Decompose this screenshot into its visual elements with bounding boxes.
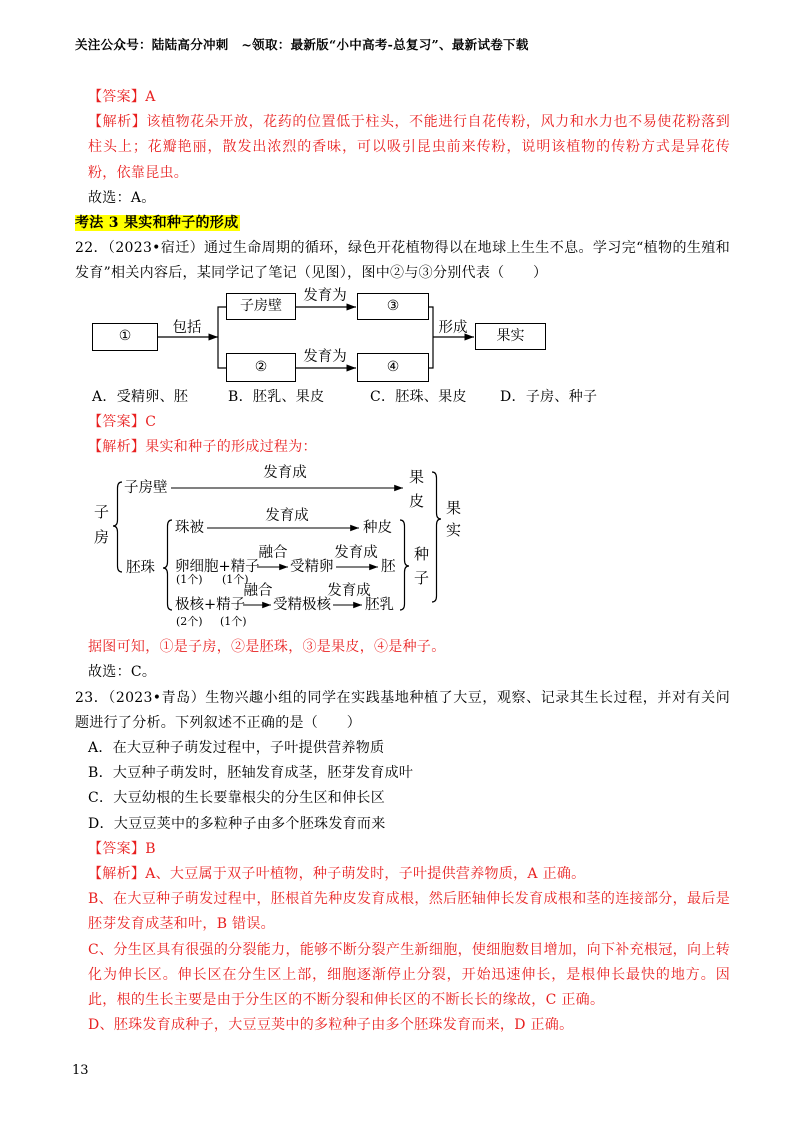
q23-analysis-d: D、胚珠发育成种子，大豆豆荚中的多粒种子由多个胚珠发育而来，D 正确。: [88, 1017, 574, 1034]
ovary-wall-label: 子房壁: [124, 480, 168, 497]
q22-choice: 故选：C。: [88, 664, 157, 681]
q23-analysis-b: B、在大豆种子萌发过程中，胚根首先种皮发育成根，然后胚轴伸长发育成根和茎的连接部分，最后是胚芽发育成茎和叶，B 错误。: [88, 891, 730, 933]
q22-analysis-intro: 【解析】果实和种子的形成过程为：: [88, 439, 317, 456]
seed-label: 种子: [412, 546, 430, 595]
zygote-label: 受精卵: [290, 559, 334, 576]
q21-choice: 故选：A。: [88, 189, 156, 206]
q22-option-d[interactable]: D．子房、种子: [500, 388, 598, 405]
polar-count-label: (2个): [176, 615, 203, 629]
includes-label: 包括: [172, 319, 202, 336]
fusion-1-label: 融合: [258, 545, 288, 562]
q23-option-c[interactable]: C．大豆幼根的生长要靠根尖的分生区和伸长区: [88, 790, 386, 807]
q22-option-b[interactable]: B．胚乳、果皮: [228, 388, 325, 405]
left-bracket: [218, 307, 226, 368]
node-2-box: ②: [226, 353, 296, 382]
fruit-brace: [432, 472, 441, 602]
q22-conclusion: 据图可知，①是子房，②是胚珠，③是果皮，④是种子。: [88, 639, 446, 656]
egg-count-label: (1个): [176, 573, 203, 587]
seed-coat-label: 种皮: [363, 520, 392, 537]
ovule-label: 胚珠: [126, 560, 155, 577]
form-label: 形成: [438, 319, 468, 336]
ovary-label: 子房: [92, 504, 110, 555]
node-1-box: ①: [92, 323, 158, 351]
node-3-box: ③: [357, 293, 429, 320]
q23-option-a[interactable]: A．在大豆种子萌发过程中，子叶提供营养物质: [88, 740, 385, 757]
q23-option-d[interactable]: D．大豆豆荚中的多粒种子由多个胚珠发育而来: [88, 815, 386, 832]
develop-label-bottom: 发育为: [303, 348, 347, 365]
q22-process-diagram: [75, 460, 730, 635]
integument-label: 珠被: [175, 520, 204, 537]
q22-options: [75, 385, 730, 410]
q23-answer: 【答案】B: [88, 840, 156, 857]
q21-answer: 【答案】A: [88, 89, 156, 105]
right-bracket: [429, 307, 433, 368]
q23-stem: 23．（2023•青岛）生物兴趣小组的同学在实践基地种植了大豆，观察、记录其生长过程，并对有关问题进行了分析。下列叙述不正确的是（ ）: [75, 689, 730, 731]
q22-stem: 22．（2023•宿迁）通过生命周期的循环，绿色开花植物得以在地球上生生不息。学习完“植物的生殖和发育”相关内容后，某同学记了笔记（见图），图中②与③分别代表（ ）: [75, 240, 730, 282]
fruit-box: 果实: [475, 323, 546, 350]
fruit-label: 果实: [444, 500, 462, 545]
zygote-arrow-label: 发育成: [334, 545, 378, 562]
polar-sperm-label: 极核+精子: [175, 597, 246, 614]
q22-option-a[interactable]: A．受精卵、胚: [92, 388, 189, 405]
seed-brace: [400, 520, 409, 610]
q21-analysis: 【解析】该植物花朵开放，花药的位置低于柱头，不能进行自花传粉，风力和水力也不易使花粉落到柱头上；花瓣艳丽，散发出浓烈的香味，可以吸引昆虫前来传粉，说明该植物的传粉方式是异花传粉，依靠昆虫。: [88, 114, 730, 181]
sperm-count-1-label: (1个): [222, 573, 249, 587]
egg-sperm-label: 卵细胞+精子: [175, 559, 260, 576]
node-4-box: ④: [357, 353, 429, 382]
q23-analysis-c: C、分生区具有很强的分裂能力，能够不断分裂产生新细胞，使细胞数目增加，向下补充根冠，向上转化为伸长区。伸长区在分生区上部，细胞逐渐停止分裂，开始迅速伸长，是根伸长最快的地方。因此，根的生长主要是由于分生区的不断分裂和伸长区的不断长长的缘故，C 正确。: [88, 941, 730, 1009]
ovary-brace: [113, 482, 122, 572]
integument-arrow-label: 发育成: [265, 508, 309, 525]
page-content: [75, 85, 730, 1038]
page-header: 关注公众号：陆陆高分冲刺 ~领取：最新版“小中高考-总复习”、最新试卷下载: [75, 37, 529, 52]
section-title: [75, 211, 730, 236]
page-number: 13: [72, 1063, 89, 1078]
q22-notes-diagram: [75, 287, 730, 385]
ovary-wall-box: 子房壁: [226, 293, 296, 320]
pericarp-label: 果皮: [407, 469, 425, 518]
section-title-text: 考法 3 果实和种子的形成: [75, 215, 239, 232]
endosperm-label: 胚乳: [365, 597, 394, 614]
q23-option-b[interactable]: B．大豆种子萌发时，胚轴发育成茎，胚芽发育成叶: [88, 765, 414, 782]
ovule-brace: [163, 520, 172, 610]
develop-label-top: 发育为: [303, 287, 347, 304]
ovary-wall-arrow-label: 发育成: [263, 465, 307, 482]
sperm-count-2-label: (1个): [220, 615, 247, 629]
q22-option-c[interactable]: C．胚珠、果皮: [370, 388, 467, 405]
q22-answer: 【答案】C: [88, 413, 157, 430]
fertilized-polar-arrow-label: 发育成: [327, 583, 371, 600]
fertilized-polar-label: 受精极核: [273, 597, 331, 614]
fusion-2-label: 融合: [243, 583, 273, 600]
embryo-label: 胚: [381, 559, 396, 576]
q23-analysis-a: 【解析】A、大豆属于双子叶植物，种子萌发时，子叶提供营养物质，A 正确。: [88, 866, 586, 883]
